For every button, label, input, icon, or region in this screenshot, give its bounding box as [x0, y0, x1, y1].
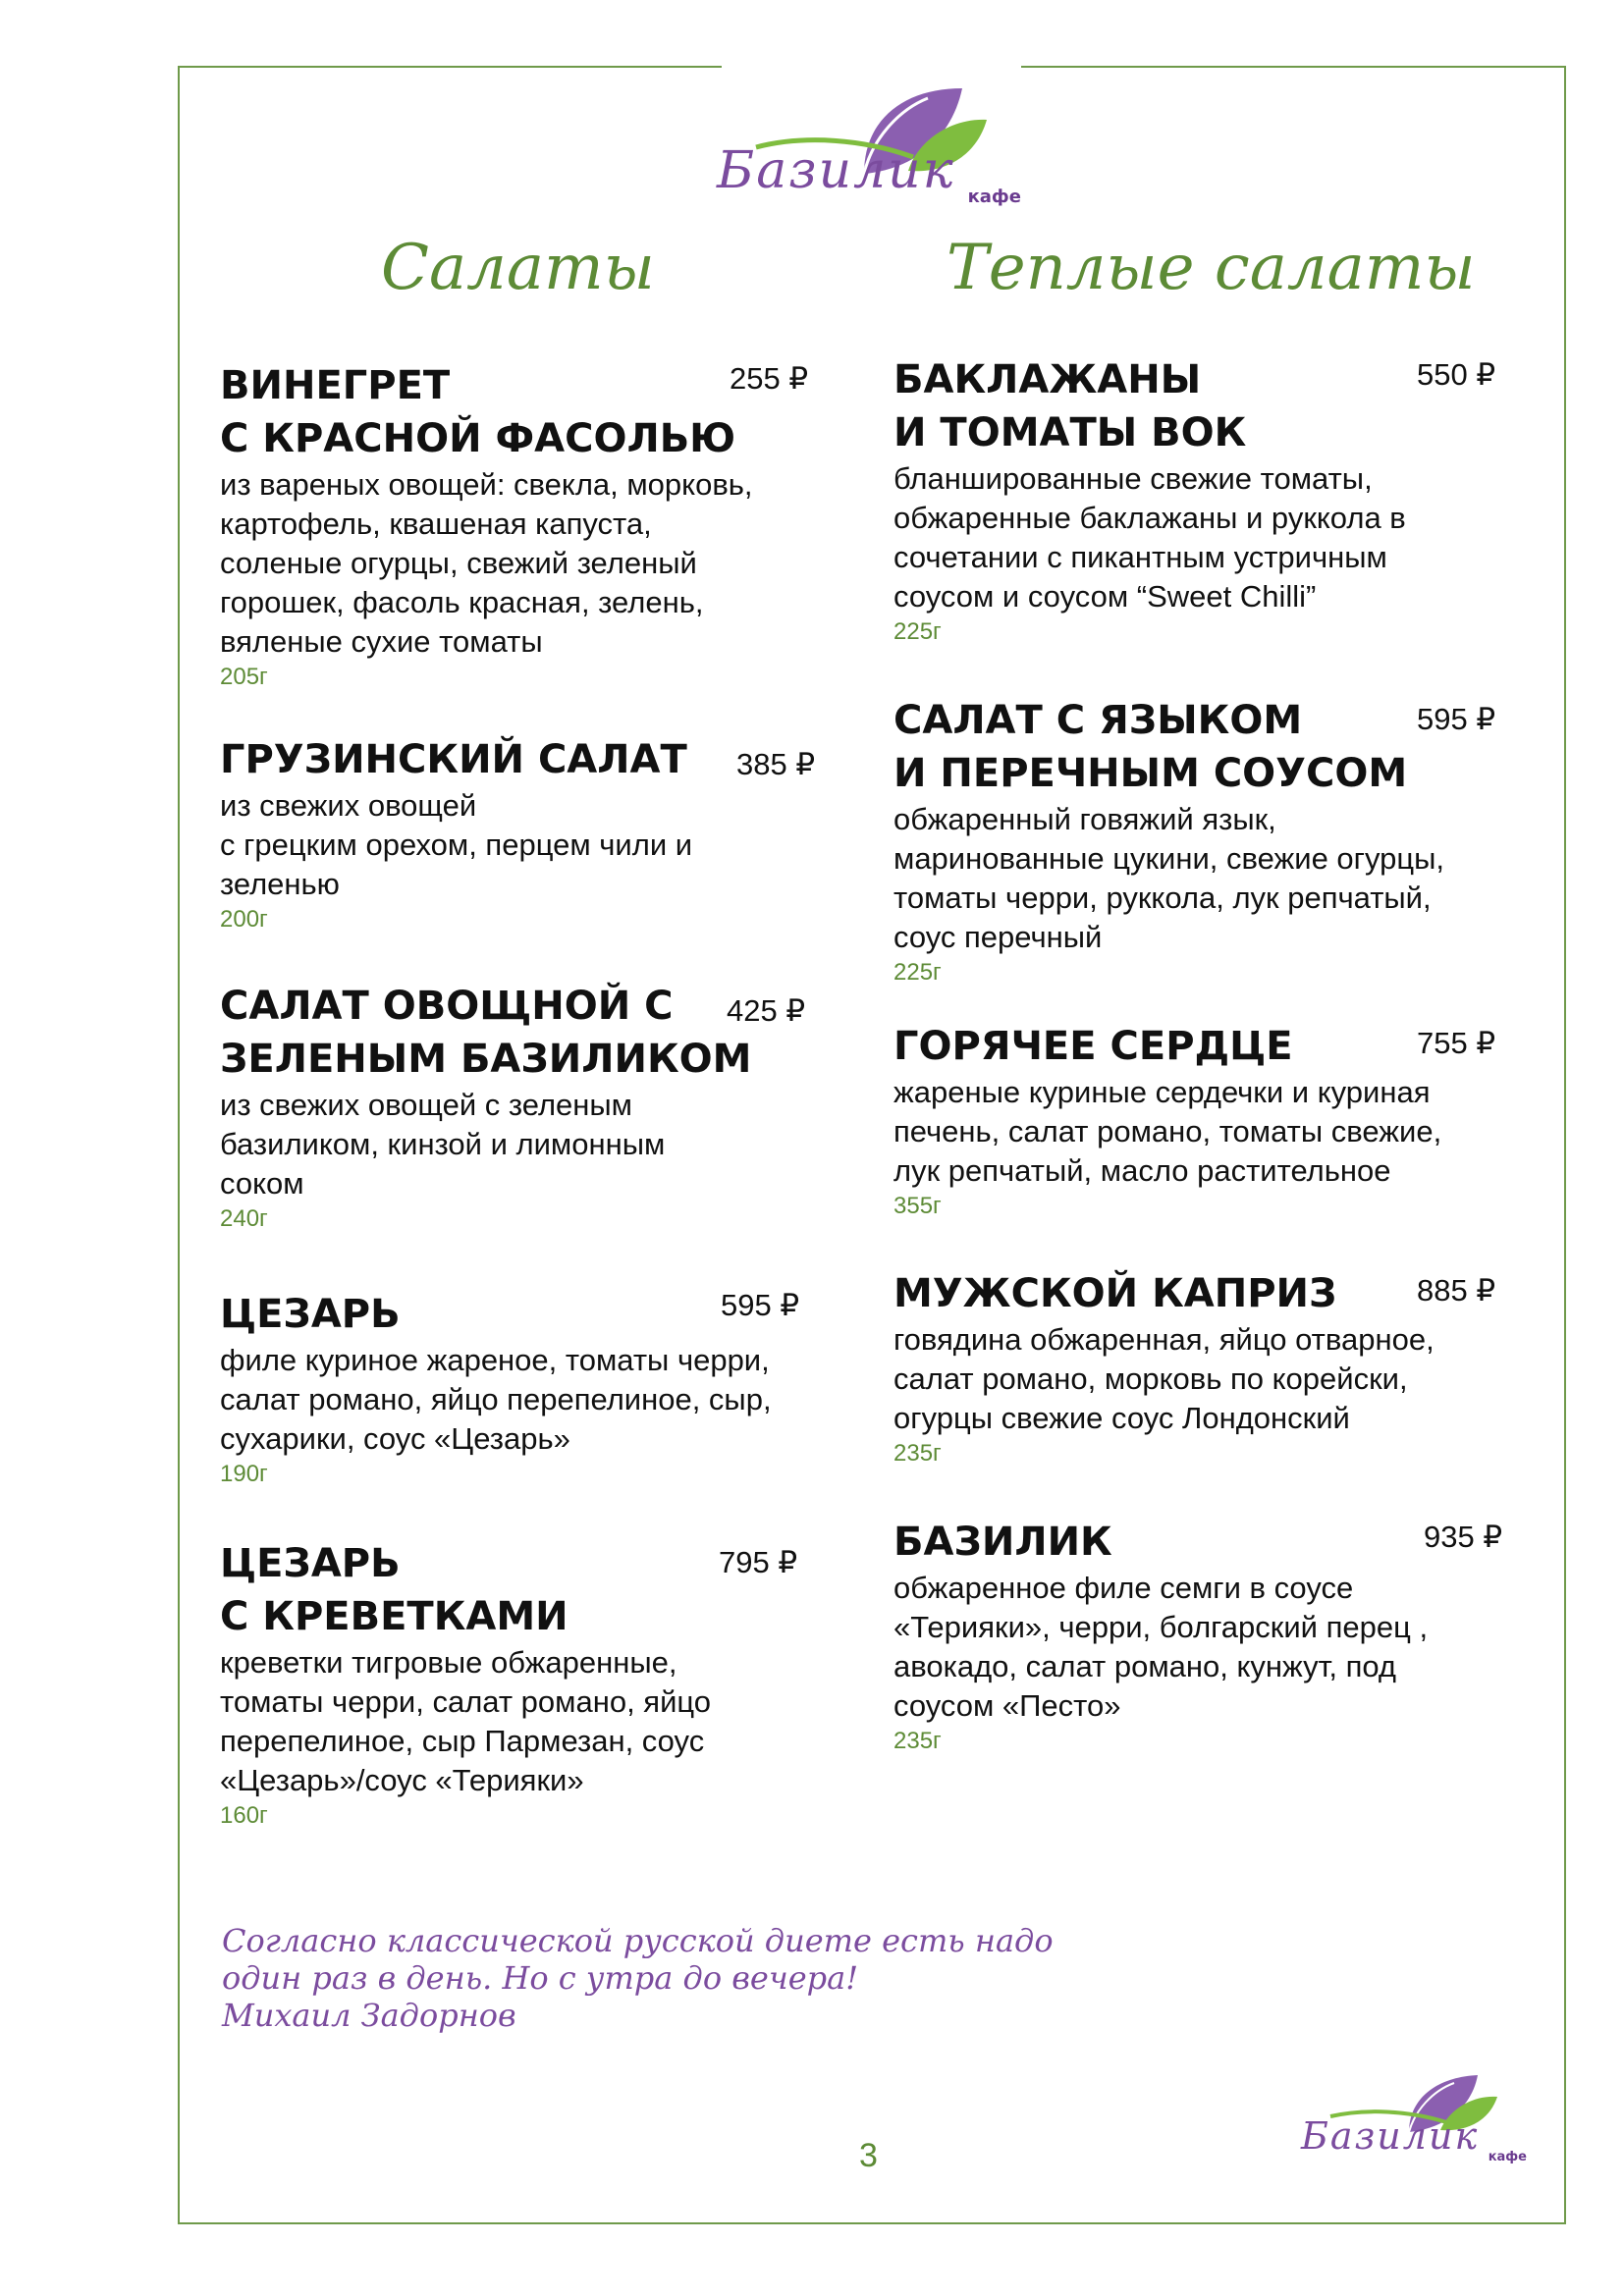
section-title-warm-salads: Теплые салаты	[947, 232, 1476, 304]
page-number: 3	[859, 2137, 878, 2174]
menu-item	[220, 1288, 829, 1490]
item-name: САЛАТ С ЯЗЫКОМ И ПЕРЕЧНЫМ СОУСОМ	[893, 698, 1408, 796]
border-gap	[722, 57, 1021, 79]
item-name: ЦЕЗАРЬ С КРЕВЕТКАМИ	[220, 1541, 568, 1639]
logo-subtitle: кафе	[1488, 2150, 1527, 2164]
item-weight: 235г	[893, 1440, 942, 1467]
item-price: 795 ₽	[719, 1545, 798, 1579]
item-weight: 225г	[893, 959, 942, 986]
item-description: филе куриное жареное, томаты черри, салат романо, яйцо перепелиное, сыр, сухарики, соус «Цезарь»	[220, 1343, 772, 1456]
menu-item	[893, 353, 1502, 648]
item-description: жареные куриные сердечки и куриная печень, салат романо, томаты свежие, лук репчатый, масло растительное	[893, 1075, 1442, 1188]
item-name: САЛАТ ОВОЩНОЙ С ЗЕЛЕНЫМ БАЗИЛИКОМ	[220, 984, 752, 1082]
item-description: бланшированные свежие томаты, обжаренные баклажаны и руккола в сочетании с пикантным устричным соусом и соусом “Sweet Chilli”	[893, 461, 1406, 614]
item-weight: 190г	[220, 1461, 268, 1487]
item-price: 550 ₽	[1417, 357, 1496, 392]
section-title-salads: Салаты	[381, 232, 655, 304]
item-name: БАКЛАЖАНЫ И ТОМАТЫ ВОК	[893, 357, 1247, 455]
menu-item	[893, 1020, 1502, 1222]
item-description: из свежих овощей с грецким орехом, перцем чили и зеленью	[220, 788, 693, 901]
item-weight: 160г	[220, 1802, 268, 1829]
item-weight: 225г	[893, 618, 942, 645]
footer-quote: Согласно классической русской диете есть надо один раз в день. Но с утра до вечера! Михаил Задорнов	[222, 1922, 1054, 2034]
item-description: креветки тигровые обжаренные, томаты черри, салат романо, яйцо перепелиное, сыр Пармезан, соус «Цезарь»/соус «Терияки»	[220, 1645, 712, 1797]
item-price: 255 ₽	[730, 361, 809, 396]
item-description: обжаренный говяжий язык, маринованные цукини, свежие огурцы, томаты черри, руккола, лук репчатый, соус перечный	[893, 802, 1445, 954]
item-price: 385 ₽	[736, 747, 816, 781]
cafe-logo-top	[717, 80, 1031, 208]
item-price: 885 ₽	[1417, 1273, 1496, 1308]
item-name: БАЗИЛИК	[893, 1520, 1112, 1565]
item-description: из свежих овощей с зеленым базиликом, кинзой и лимонным соком	[220, 1088, 666, 1201]
item-weight: 235г	[893, 1728, 942, 1754]
item-price: 755 ₽	[1417, 1026, 1496, 1060]
item-weight: 205г	[220, 664, 268, 690]
menu-item	[893, 1516, 1502, 1757]
menu-item	[220, 733, 829, 935]
menu-item	[220, 1537, 829, 1832]
item-name: МУЖСКОЙ КАПРИЗ	[893, 1271, 1337, 1316]
item-weight: 240г	[220, 1205, 268, 1232]
logo-subtitle: кафе	[967, 187, 1021, 207]
menu-item	[220, 980, 829, 1235]
item-description: говядина обжаренная, яйцо отварное, салат романо, морковь по корейски, огурцы свежие соус Лондонский	[893, 1322, 1435, 1435]
item-weight: 355г	[893, 1193, 942, 1219]
item-description: из вареных овощей: свекла, морковь, картофель, квашеная капуста, соленые огурцы, свежий зеленый горошек, фасоль красная, зелень, вяленые сухие томаты	[220, 467, 753, 659]
item-name: ГРУЗИНСКИЙ САЛАТ	[220, 737, 687, 782]
logo-wordmark: Базилик	[1301, 2114, 1480, 2158]
item-name: ЦЕЗАРЬ	[220, 1292, 401, 1337]
menu-item	[893, 1267, 1502, 1469]
item-name: ВИНЕГРЕТ С КРАСНОЙ ФАСОЛЬЮ	[220, 363, 736, 461]
cafe-logo-bottom	[1301, 2071, 1527, 2164]
item-price: 935 ₽	[1424, 1520, 1503, 1554]
item-description: обжаренное филе семги в соусе «Терияки», черри, болгарский перец , авокадо, салат романо, кунжут, под соусом «Песто»	[893, 1571, 1429, 1723]
logo-wordmark: Базилик	[717, 141, 955, 200]
menu-item	[220, 359, 829, 693]
item-name: ГОРЯЧЕЕ СЕРДЦЕ	[893, 1024, 1293, 1069]
item-weight: 200г	[220, 906, 268, 933]
item-price: 425 ₽	[727, 993, 806, 1028]
menu-item	[893, 694, 1502, 988]
item-price: 595 ₽	[721, 1288, 800, 1322]
item-price: 595 ₽	[1417, 702, 1496, 736]
